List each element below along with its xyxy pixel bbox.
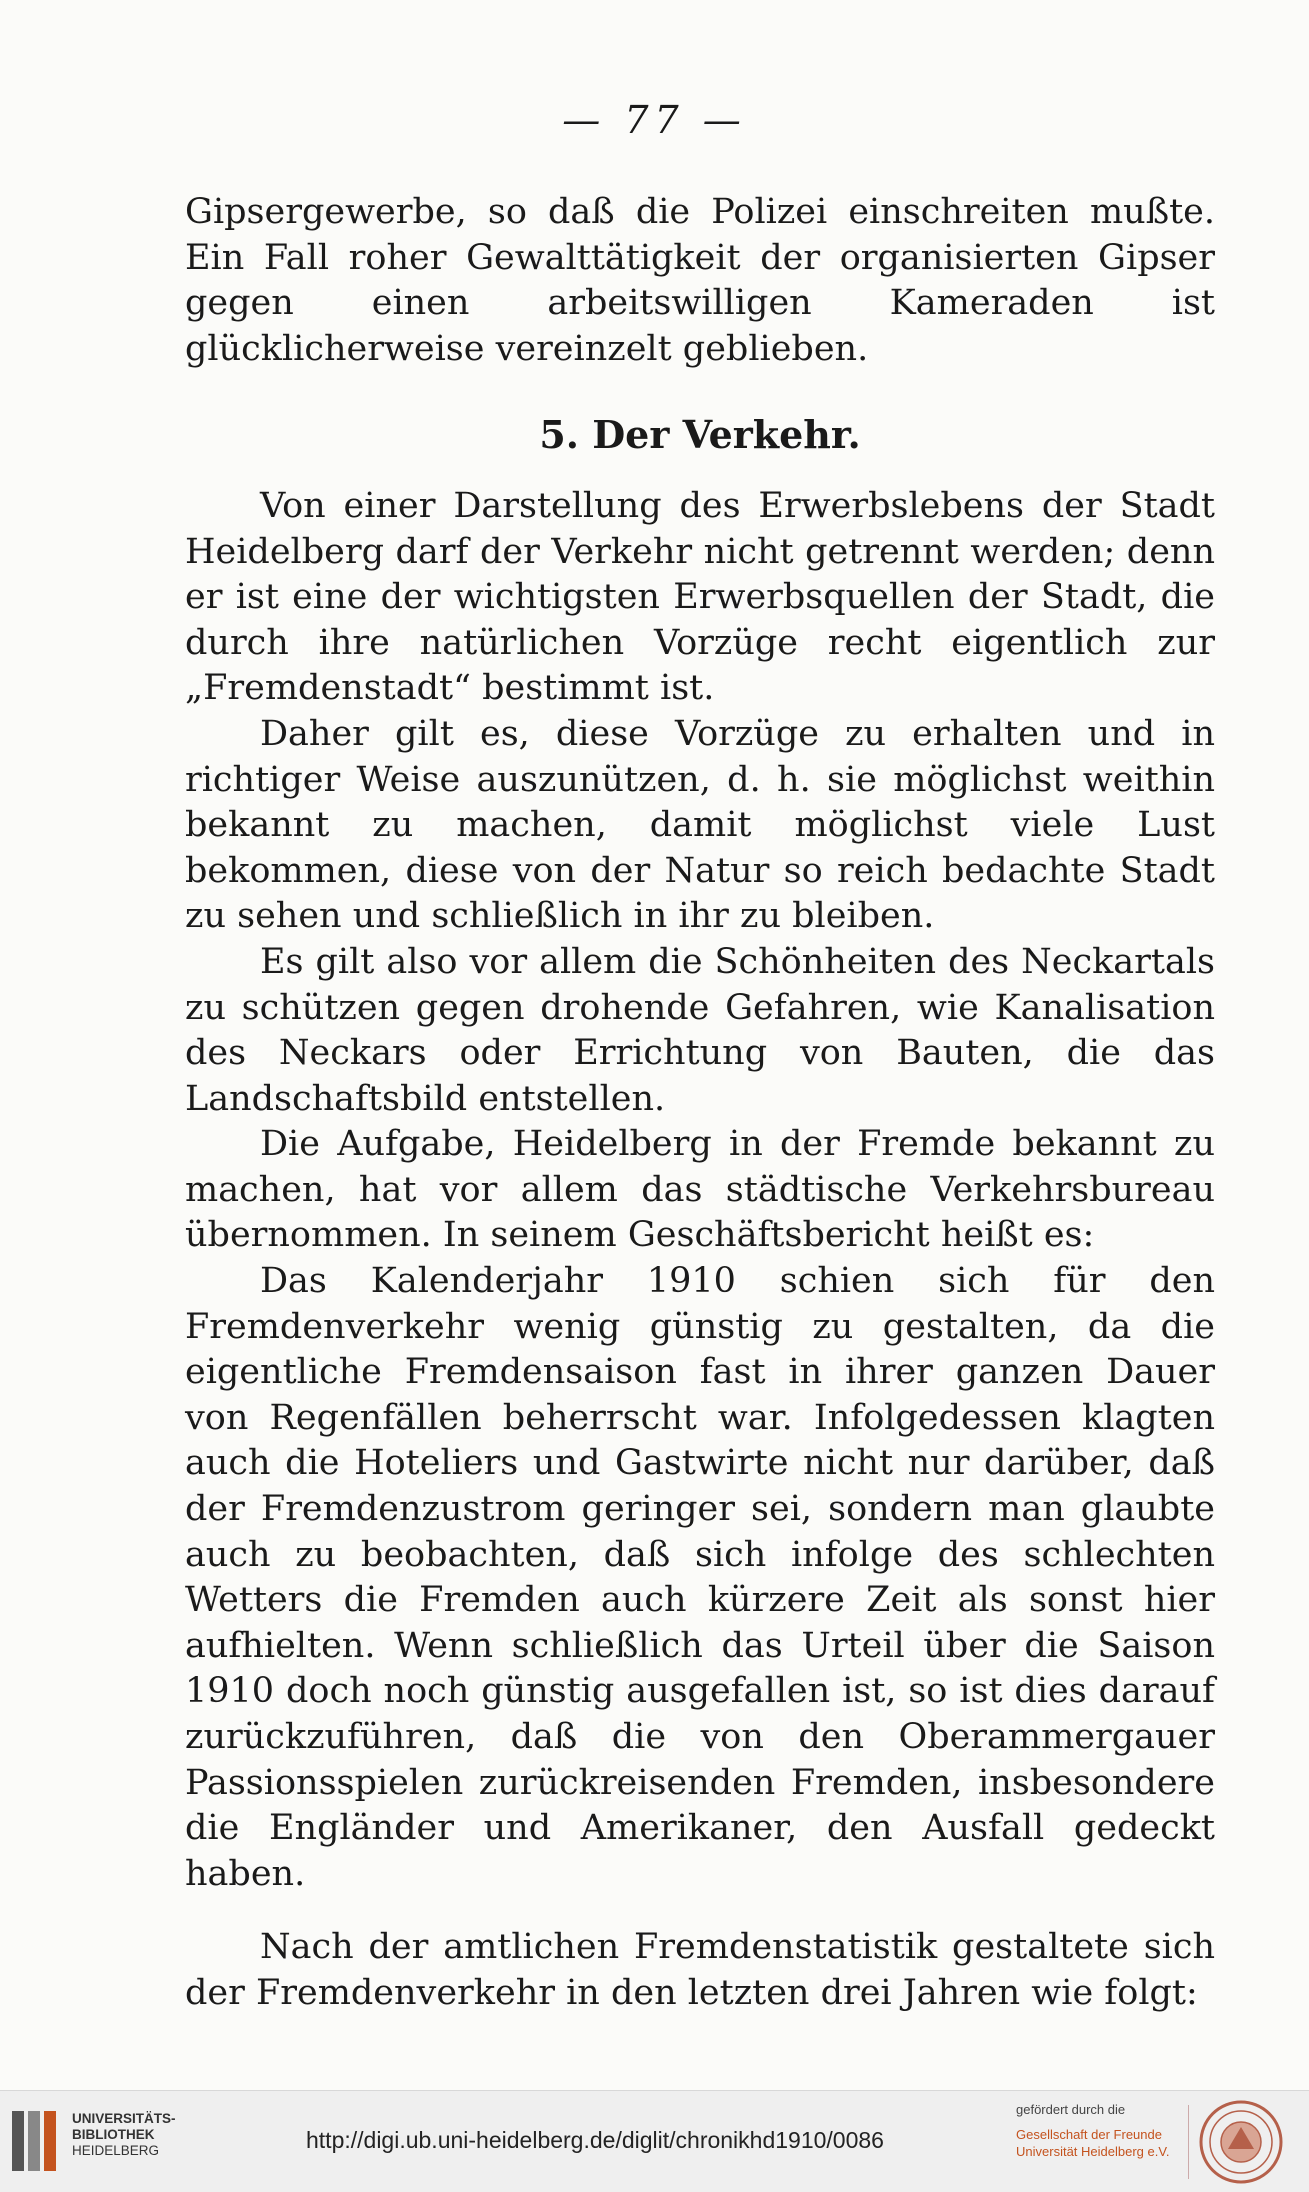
sponsor-block bbox=[1016, 2101, 1186, 2160]
sponsor-name: Gesellschaft der Freunde bbox=[1016, 2127, 1162, 2142]
permalink-url[interactable]: http://digi.ub.uni-heidelberg.de/diglit/chronikhd1910/0086 bbox=[306, 2127, 884, 2153]
university-library-logo-icon bbox=[8, 2105, 66, 2177]
footer-bar bbox=[0, 2090, 1309, 2192]
paragraph: Nach der amtlichen Fremdenstatistik gestaltete sich der Fremdenverkehr in den letzten drei Jahren wie folgt: bbox=[185, 1927, 1215, 2013]
paragraph: Es gilt also vor allem die Schönheiten des Neckartals zu schützen gegen drohende Gefahren, wie Kanalisation des Neckars oder Errichtung von Bauten, die das Landschaftsbild entstellen. bbox=[185, 941, 1215, 1119]
paragraph: Das Kalenderjahr 1910 schien sich für den Fremdenverkehr wenig günstig zu gestalten, da die eigentliche Fremdensaison fast in ihrer ganzen Dauer von Regenfällen beherrscht war. Infolgedessen klagten auch die Hoteliers und Gastwirte nicht nur darüber, daß der Fremdenzustrom geringer sei, sondern man glaubte auch zu beobachten, daß sich infolge des schlechten Wetters die Fremden auch kürzere Zeit als sonst hier aufhielten. Wenn schließlich das Urteil über die Saison 1910 doch noch günstig ausgefallen ist, so ist dies darauf zurückzuführen, daß die von den Oberammergauer Passionsspielen zurückreisenden Fremden, insbesondere die Engländer und Amerikaner, den Ausfall gedeckt haben. bbox=[185, 1261, 1215, 1894]
sponsor-label: gefördert durch die bbox=[1016, 2102, 1126, 2117]
university-seal-icon bbox=[1198, 2099, 1284, 2185]
paragraph: Die Aufgabe, Heidelberg in der Fremde bekannt zu machen, hat vor allem das städtische Verkehrsbureau übernommen. In seinem Geschäftsbericht heißt es: bbox=[185, 1124, 1215, 1256]
paragraph: Gipsergewerbe, so daß die Polizei einschreiten mußte. Ein Fall roher Gewalttätigkeit der organisierten Gipser gegen einen arbeitswilligen Kameraden ist glücklicherweise vereinzelt geblieben. bbox=[185, 192, 1215, 369]
paragraph: Daher gilt es, diese Vorzüge zu erhalten und in richtiger Weise auszunützen, d. h. sie möglichst weithin bekannt zu machen, damit möglichst viele Lust bekommen, diese von der Natur so reich bedachte Stadt zu sehen und schließlich in ihr zu bleiben. bbox=[185, 713, 1215, 937]
page-number: — 77 — bbox=[562, 98, 747, 142]
section-heading: 5. Der Verkehr. bbox=[539, 412, 861, 458]
library-name: UNIVERSITÄTS- BIBLIOTHEK HEIDELBERG bbox=[72, 2111, 176, 2158]
paragraph: Von einer Darstellung des Erwerbslebens der Stadt Heidelberg darf der Verkehr nicht getrennt werden; denn er ist eine der wichtigsten Erwerbsquellen der Stadt, die durch ihre natürlichen Vorzüge recht eigentlich zur „Fremdenstadt“ bestimmt ist. bbox=[185, 485, 1215, 709]
sponsor-name: Universität Heidelberg e.V. bbox=[1016, 2144, 1170, 2159]
divider bbox=[1188, 2105, 1189, 2179]
body-text bbox=[185, 190, 1215, 2017]
